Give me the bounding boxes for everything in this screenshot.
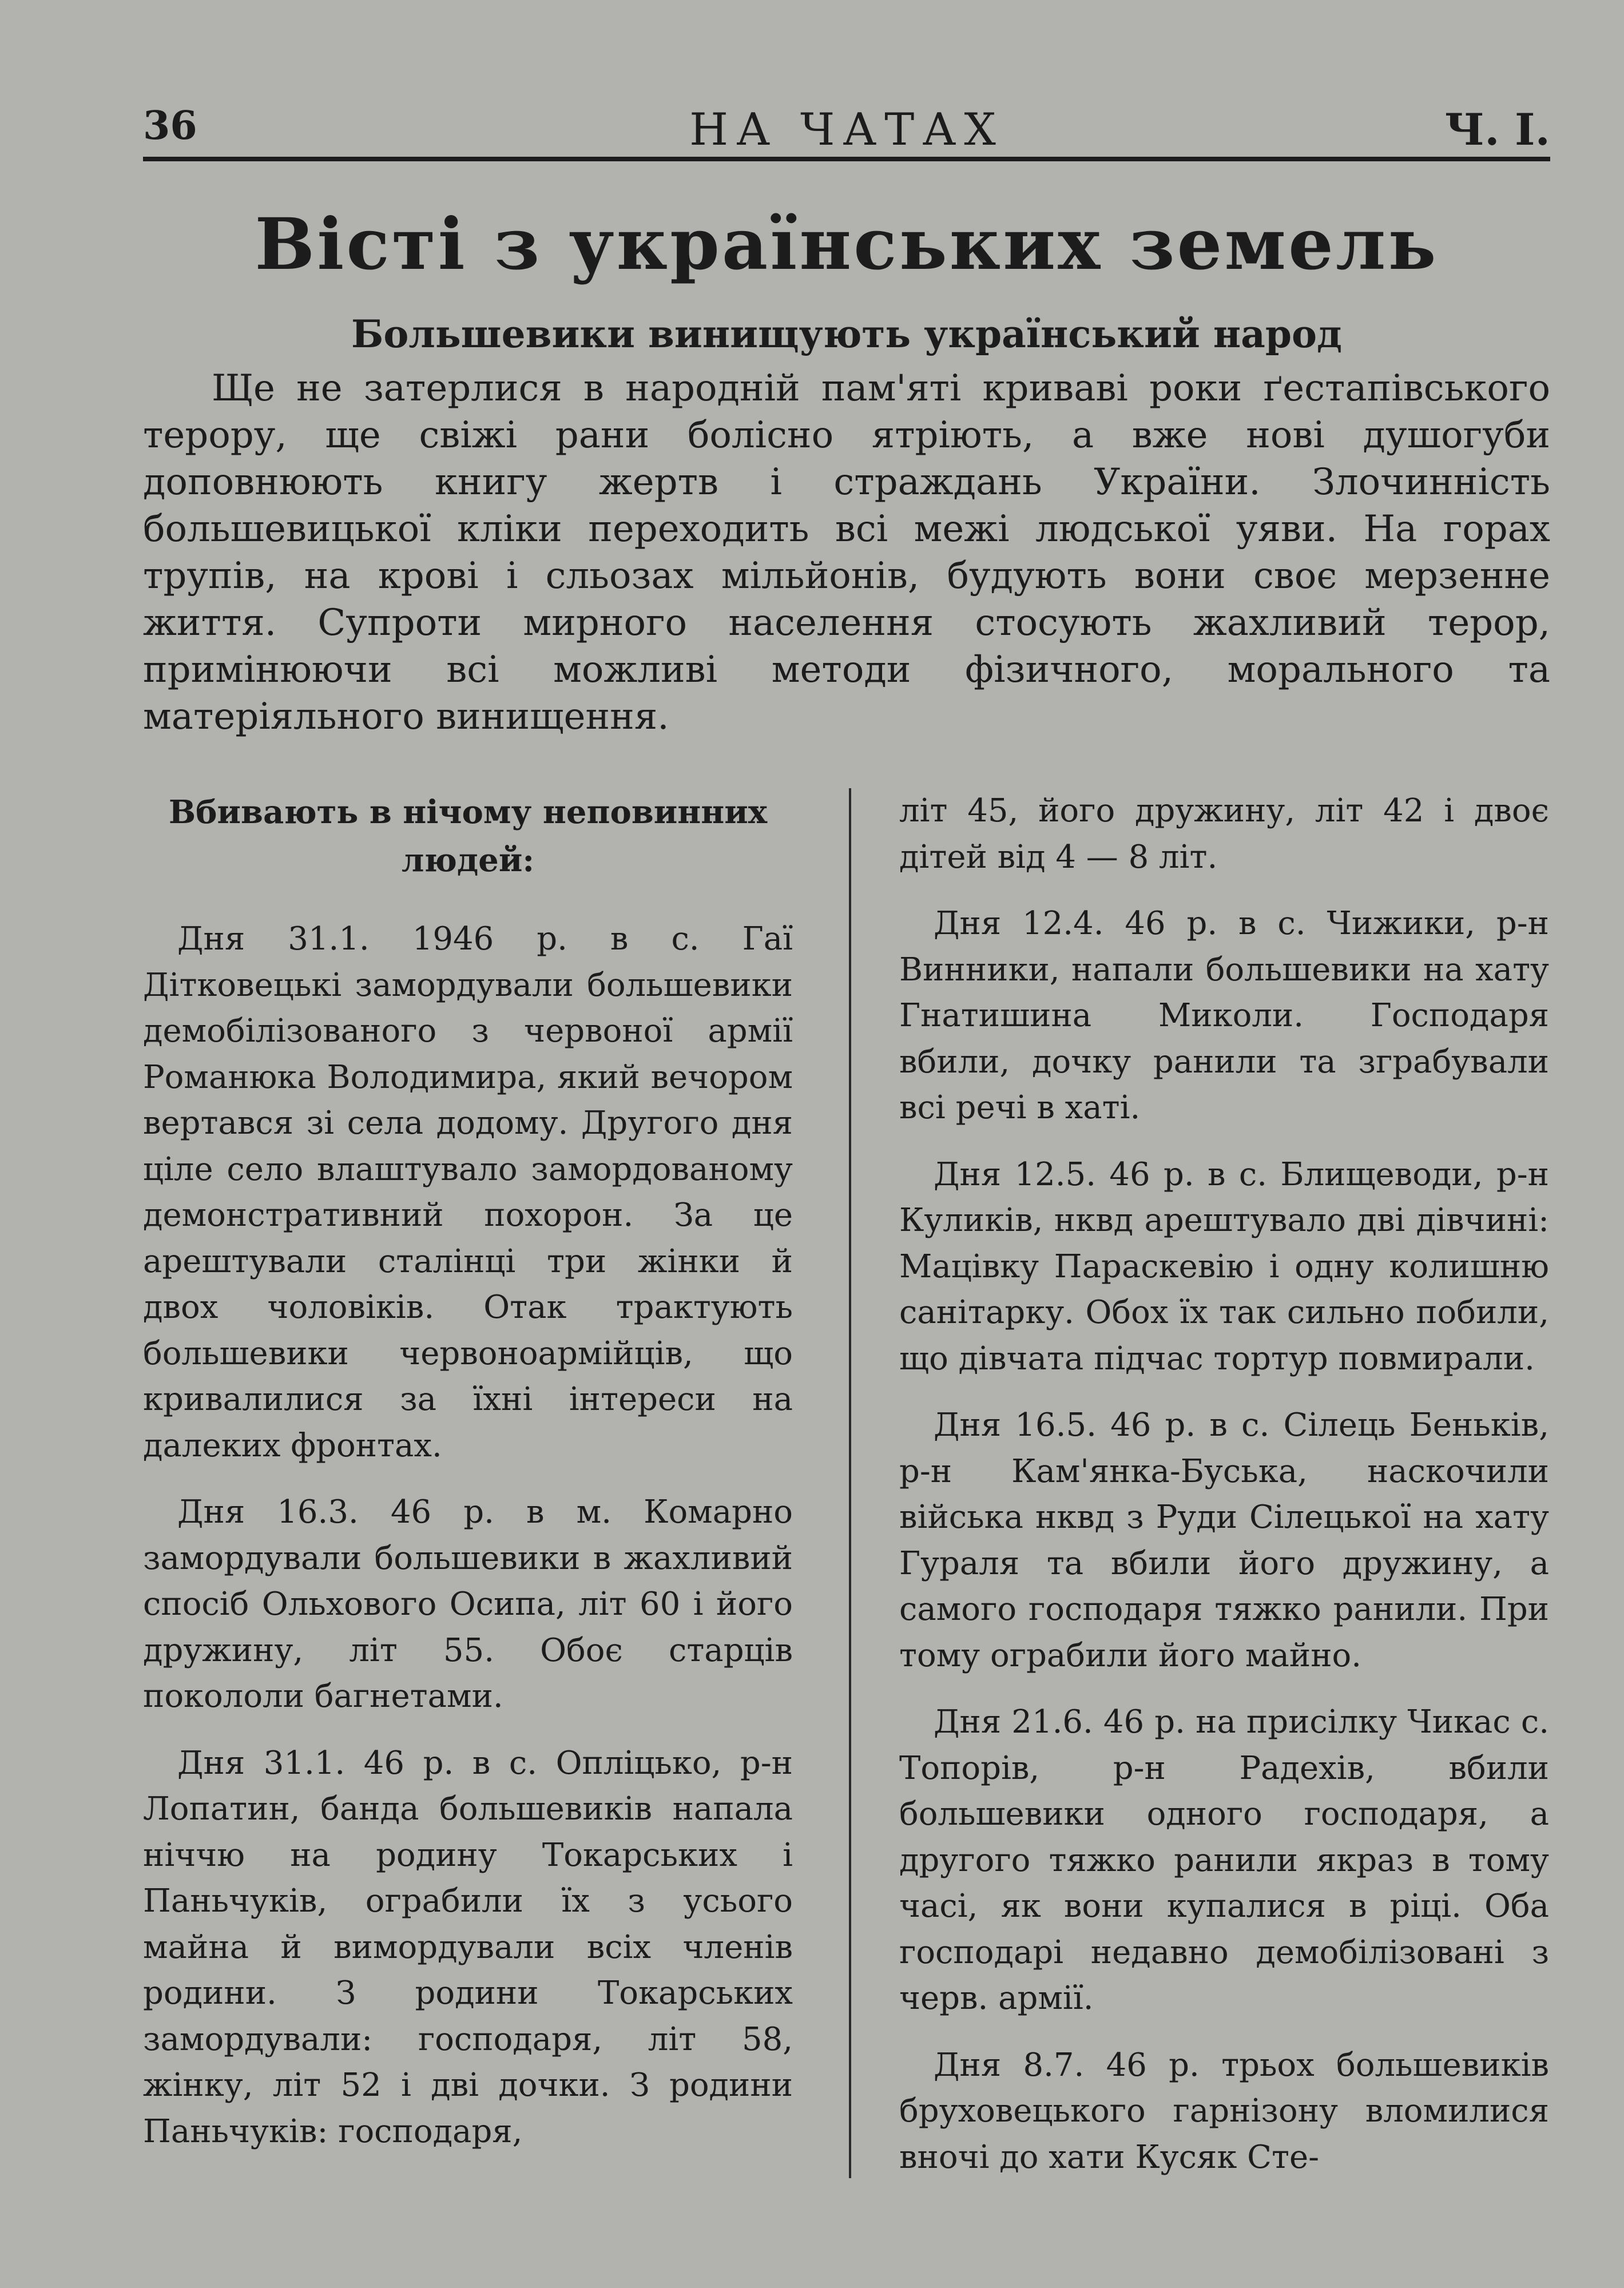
column-divider <box>849 788 851 2178</box>
continued-text: літ 45, його дружину, літ 42 і двоє дітей від 4 — 8 літ. <box>899 792 1549 876</box>
report-paragraph: Дня 12.5. 46 р. в с. Блищеводи, р-н Куликів, нквд арештувало дві дівчині: Мацівку Параскевію і одну колишню санітарку. Обох їх так сильно побили, що дівчата підчас тортур повмирали. <box>899 1155 1549 1377</box>
header-rule <box>143 157 1550 161</box>
report-paragraph: Дня 21.6. 46 р. на присілку Чикас с. Топорів, р-н Радехів, вбили большевики одного господаря, а другого тяжко ранили якраз в тому часі, як вони купалися в ріці. Оба господарі недавно демобілізовані з черв. армії. <box>899 1703 1549 2017</box>
section-heading: Вбивають в нічому неповинних людей: <box>168 793 768 879</box>
report-paragraph: Дня 12.4. 46 р. в с. Чижики, р-н Винники, напали большевики на хату Гнатишина Миколи. Господаря вбили, дочку ранили та зграбували всі речі в хаті. <box>899 905 1549 1126</box>
running-header <box>143 97 1550 160</box>
journal-title: НА ЧАТАХ <box>689 104 1004 156</box>
article-subtitle: Большевики винищують український народ <box>351 312 1343 356</box>
report-paragraph: Дня 16.3. 46 р. в м. Комарно замордували большевики в жахливий спосіб Ольхового Осипа, літ 60 і його дружину, літ 55. Обоє старців покололи багнетами. <box>143 1493 793 1715</box>
report-paragraph: Дня 31.1. 1946 р. в с. Гаї Дітковецькі замордували большевики демобілізованого з червоної армії Романюка Володимира, який вечором вертався зі села додому. Другого дня ціле село влаштувало замордованому демонстративний похорон. За це арештували сталінці три жінки й двох чоловіків. Отак трактують большевики червоноармійців, що кривалилися за їхні інтереси на далеких фронтах. <box>143 920 793 1464</box>
report-paragraph: Дня 31.1. 46 р. в с. Опліцько, р-н Лопатин, банда большевиків напала ніччю на родину Токарських і Паньчуків, ограбили їх з усього майна й вимордували всіх членів родини. З родини Токарських замордували: господаря, літ 58, жінку, літ 52 і дві дочки. З родини Паньчуків: господаря, <box>143 1744 793 2150</box>
article-title: Вісті з українських земель <box>255 203 1439 286</box>
intro-paragraph: Ще не затерлися в народній пам'яті криваві роки ґестапівського терору, ще свіжі рани болісно ятріють, а вже нові душогуби доповнюють книгу жертв і страждань України. Злочинність большевицької кліки переходить всі межі людської уяви. На горах трупів, на крові і сльозах мільйонів, будують вони своє мерзенне життя. Супроти мирного населення стосують жахливий терор, примінюючи всі можливі методи фізичного, морального та матеріяльного винищення. <box>143 367 1550 738</box>
left-column <box>143 788 793 2175</box>
page-number: 36 <box>143 103 197 149</box>
report-paragraph: Дня 16.5. 46 р. в с. Сілець Беньків, р-н Кам'янка-Буська, наскочили війська нквд з Руди Сілецької на хату Гураля та вбили його дружину, а самого господаря тяжко ранили. При тому ограбили його майно. <box>899 1407 1549 1674</box>
right-column <box>899 788 1549 2201</box>
report-paragraph: Дня 8.7. 46 р. трьох большевиків бруховецького гарнізону вломилися вночі до хати Кусяк Сте- <box>899 2046 1549 2176</box>
issue-number: Ч. І. <box>1444 104 1550 155</box>
